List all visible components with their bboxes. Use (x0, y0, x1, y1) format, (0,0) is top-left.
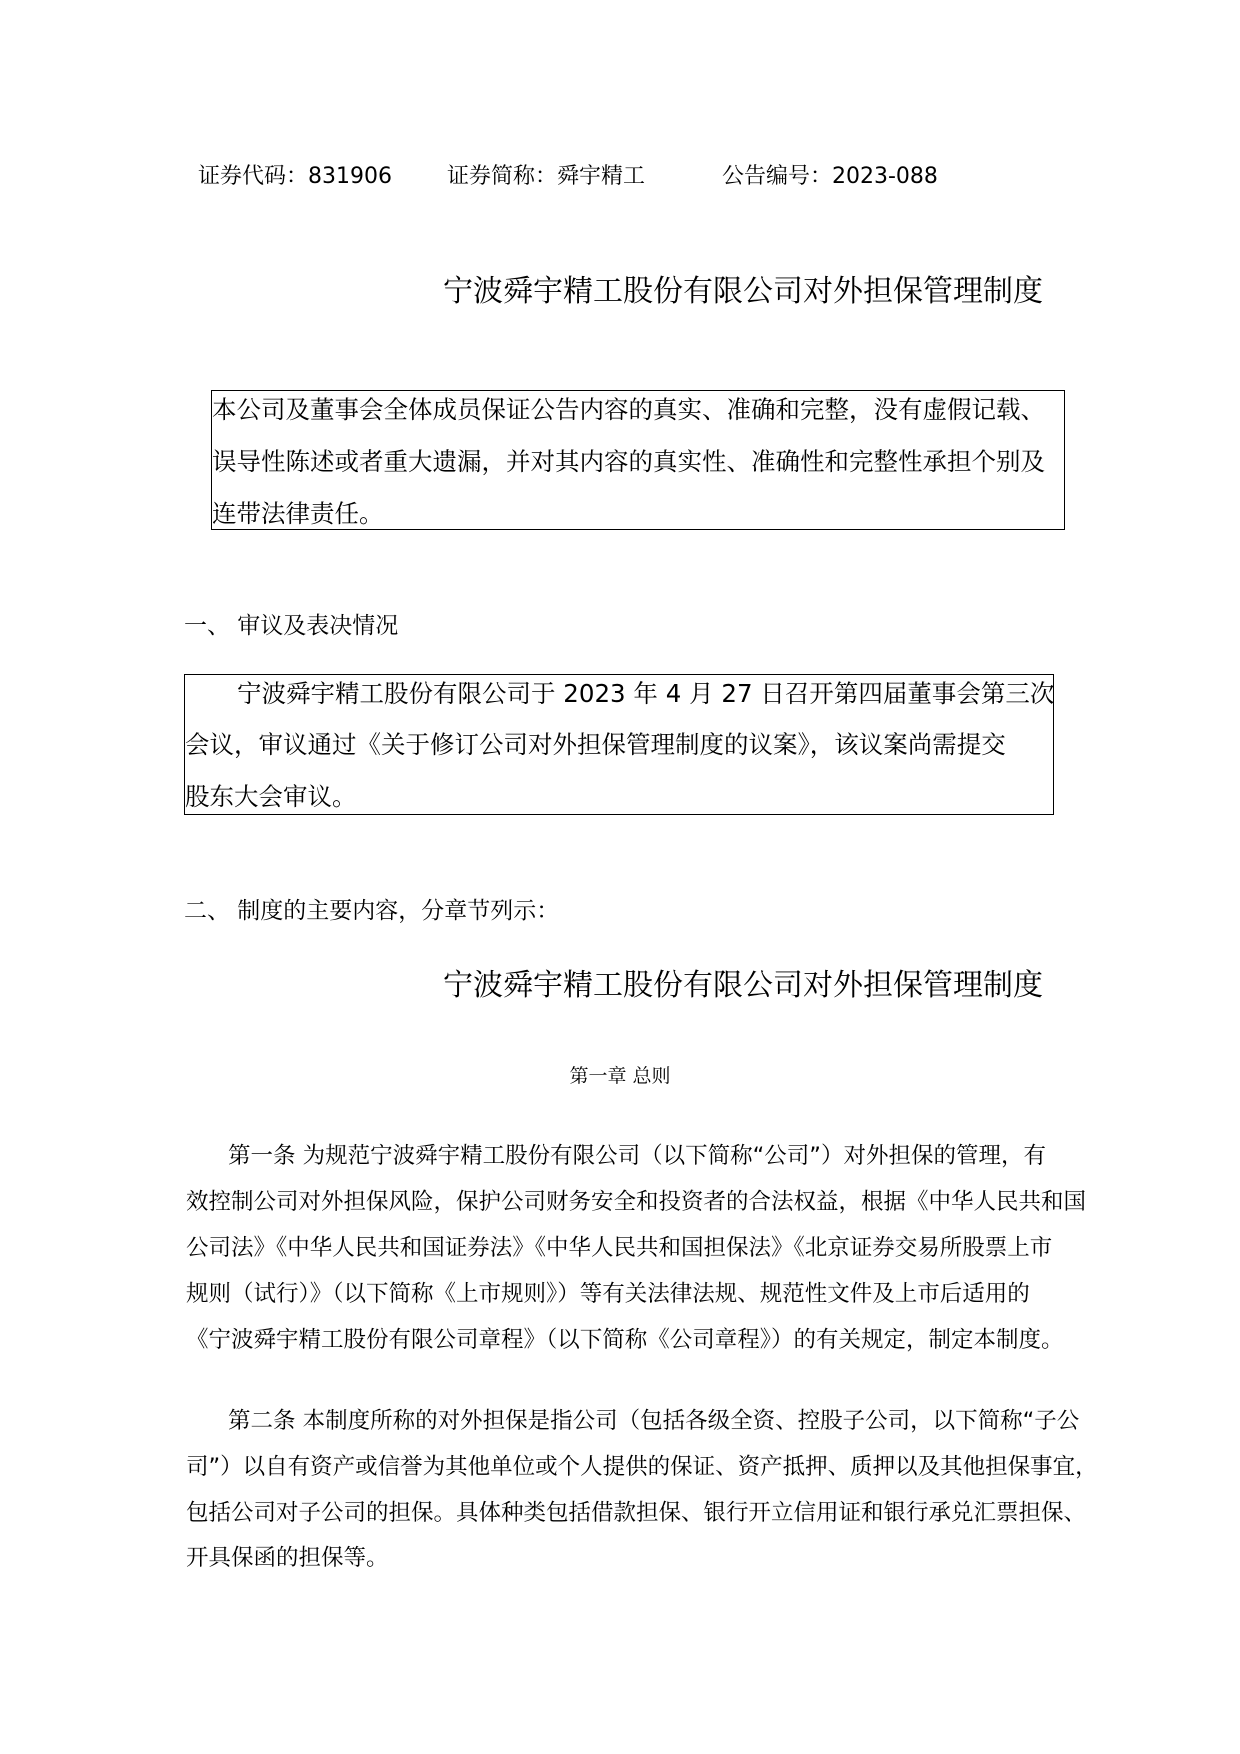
security-short-name: 证券简称：舜宇精工 (447, 164, 646, 189)
chapter-heading: 第一章 总则 (569, 1065, 671, 1087)
disclaimer-line: 连带法律责任。 (212, 499, 384, 528)
review-box (184, 674, 1054, 815)
article-2-line: 包括公司对子公司的担保。具体种类包括借款担保、银行开立信用证和银行承兑汇票担保、 (186, 1500, 1087, 1526)
article-1-line: 《宁波舜宇精工股份有限公司章程》（以下简称《公司章程》）的有关规定，制定本制度。 (186, 1327, 1064, 1353)
article-2-line: 第二条 本制度所称的对外担保是指公司（包括各级全资、控股子公司，以下简称“子公 (228, 1408, 1080, 1434)
article-1-line: 公司法》《中华人民共和国证券法》《中华人民共和国担保法》《北京证券交易所股票上市 (186, 1235, 1053, 1261)
regulation-title: 宁波舜宇精工股份有限公司对外担保管理制度 (443, 968, 1043, 1003)
article-2-line: 开具保函的担保等。 (186, 1545, 389, 1571)
disclaimer-line: 误导性陈述或者重大遗漏，并对其内容的真实性、准确性和完整性承担个别及 (212, 447, 1045, 476)
review-line: 股东大会审议。 (185, 782, 357, 811)
review-line: 宁波舜宇精工股份有限公司于 2023 年 4 月 27 日召开第四届董事会第三次 (237, 679, 1055, 708)
disclaimer-box (211, 390, 1065, 530)
article-1-line: 第一条 为规范宁波舜宇精工股份有限公司（以下简称“公司”）对外担保的管理，有 (228, 1143, 1046, 1169)
article-1-line: 效控制公司对外担保风险，保护公司财务安全和投资者的合法权益，根据《中华人民共和国 (186, 1189, 1087, 1215)
section-1-heading: 一、 审议及表决情况 (184, 613, 399, 639)
review-line: 会议，审议通过《关于修订公司对外担保管理制度的议案》，该议案尚需提交 (185, 730, 1006, 759)
section-2-heading: 二、 制度的主要内容，分章节列示： (184, 898, 560, 924)
notice-number: 公告编号：2023-088 (722, 164, 938, 189)
security-code: 证券代码：831906 (198, 164, 392, 189)
article-1-line: 规则（试行）》（以下简称《上市规则》）等有关法律法规、规范性文件及上市后适用的 (186, 1281, 1030, 1307)
disclaimer-line: 本公司及董事会全体成员保证公告内容的真实、准确和完整，没有虚假记载、 (212, 395, 1045, 424)
document-title: 宁波舜宇精工股份有限公司对外担保管理制度 (443, 274, 1043, 309)
article-2-line: 司”）以自有资产或信誉为其他单位或个人提供的保证、资产抵押、质押以及其他担保事宜， (186, 1454, 1098, 1480)
